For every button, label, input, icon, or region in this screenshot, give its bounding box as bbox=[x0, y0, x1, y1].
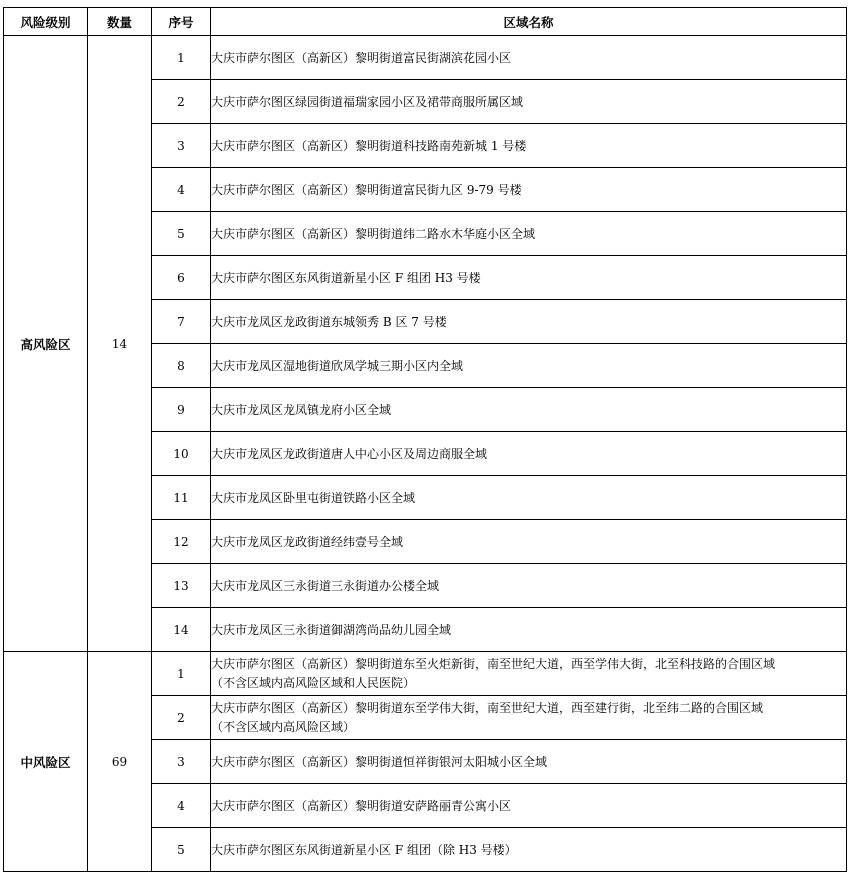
area-name-cell: 大庆市萨尔图区（高新区）黎明街道纬二路水木华庭小区全域 bbox=[211, 212, 847, 256]
seq-cell: 3 bbox=[152, 124, 211, 168]
seq-cell: 9 bbox=[152, 388, 211, 432]
seq-cell: 4 bbox=[152, 784, 211, 828]
seq-cell: 5 bbox=[152, 212, 211, 256]
seq-cell: 11 bbox=[152, 476, 211, 520]
seq-cell: 12 bbox=[152, 520, 211, 564]
seq-cell: 5 bbox=[152, 828, 211, 872]
area-name-cell: 大庆市龙凤区龙政街道经纬壹号全域 bbox=[211, 520, 847, 564]
header-seq: 序号 bbox=[152, 8, 211, 36]
seq-cell: 2 bbox=[152, 696, 211, 740]
seq-cell: 3 bbox=[152, 740, 211, 784]
seq-cell: 13 bbox=[152, 564, 211, 608]
area-name-cell: 大庆市龙凤区龙凤镇龙府小区全域 bbox=[211, 388, 847, 432]
seq-cell: 2 bbox=[152, 80, 211, 124]
area-name-cell: 大庆市萨尔图区（高新区）黎明街道安萨路丽青公寓小区 bbox=[211, 784, 847, 828]
area-name-cell: 大庆市萨尔图区（高新区）黎明街道恒祥街银河太阳城小区全域 bbox=[211, 740, 847, 784]
area-name-cell: 大庆市龙凤区卧里屯街道铁路小区全域 bbox=[211, 476, 847, 520]
area-name-cell: 大庆市萨尔图区（高新区）黎明街道富民街九区 9-79 号楼 bbox=[211, 168, 847, 212]
seq-cell: 4 bbox=[152, 168, 211, 212]
area-name-cell: 大庆市萨尔图区东风街道新星小区 F 组团 H3 号楼 bbox=[211, 256, 847, 300]
risk-level-cell: 中风险区 bbox=[4, 652, 88, 872]
seq-cell: 1 bbox=[152, 36, 211, 80]
header-count: 数量 bbox=[88, 8, 152, 36]
area-name-cell: 大庆市萨尔图区绿园街道福瑞家园小区及裙带商服所属区域 bbox=[211, 80, 847, 124]
area-name-cell: 大庆市龙凤区龙政街道东城领秀 B 区 7 号楼 bbox=[211, 300, 847, 344]
seq-cell: 8 bbox=[152, 344, 211, 388]
area-name-cell: 大庆市萨尔图区（高新区）黎明街道富民街湖滨花园小区 bbox=[211, 36, 847, 80]
area-name-line: 大庆市萨尔图区（高新区）黎明街道东至学伟大街，南至世纪大道，西至建行街，北至纬二路的合围区域 bbox=[211, 700, 764, 715]
table-row bbox=[4, 36, 847, 80]
seq-cell: 1 bbox=[152, 652, 211, 696]
header-level: 风险级别 bbox=[4, 8, 88, 36]
area-name-line-2: （不含区域内高风险区域） bbox=[211, 719, 356, 734]
area-name-cell bbox=[211, 696, 847, 740]
area-count-cell: 69 bbox=[88, 652, 152, 872]
area-name-line-2: （不含区域内高风险区域和人民医院） bbox=[211, 675, 416, 690]
risk-area-table bbox=[3, 7, 847, 872]
area-name-line: 大庆市萨尔图区（高新区）黎明街道东至火炬新街，南至世纪大道，西至学伟大街，北至科技路的合围区域 bbox=[211, 656, 776, 671]
area-count-cell: 14 bbox=[88, 36, 152, 652]
seq-cell: 14 bbox=[152, 608, 211, 652]
header-row bbox=[4, 8, 847, 36]
area-name-cell: 大庆市萨尔图区东风街道新星小区 F 组团（除 H3 号楼） bbox=[211, 828, 847, 872]
seq-cell: 7 bbox=[152, 300, 211, 344]
risk-level-cell: 高风险区 bbox=[4, 36, 88, 652]
table-row bbox=[4, 652, 847, 696]
area-name-cell: 大庆市龙凤区龙政街道唐人中心小区及周边商服全域 bbox=[211, 432, 847, 476]
seq-cell: 6 bbox=[152, 256, 211, 300]
area-name-cell: 大庆市龙凤区湿地街道欣凤学城三期小区内全域 bbox=[211, 344, 847, 388]
area-name-cell bbox=[211, 652, 847, 696]
seq-cell: 10 bbox=[152, 432, 211, 476]
area-name-cell: 大庆市萨尔图区（高新区）黎明街道科技路南苑新城 1 号楼 bbox=[211, 124, 847, 168]
area-name-cell: 大庆市龙凤区三永街道御湖湾尚品幼儿园全域 bbox=[211, 608, 847, 652]
area-name-cell: 大庆市龙凤区三永街道三永街道办公楼全域 bbox=[211, 564, 847, 608]
header-area: 区域名称 bbox=[211, 8, 847, 36]
